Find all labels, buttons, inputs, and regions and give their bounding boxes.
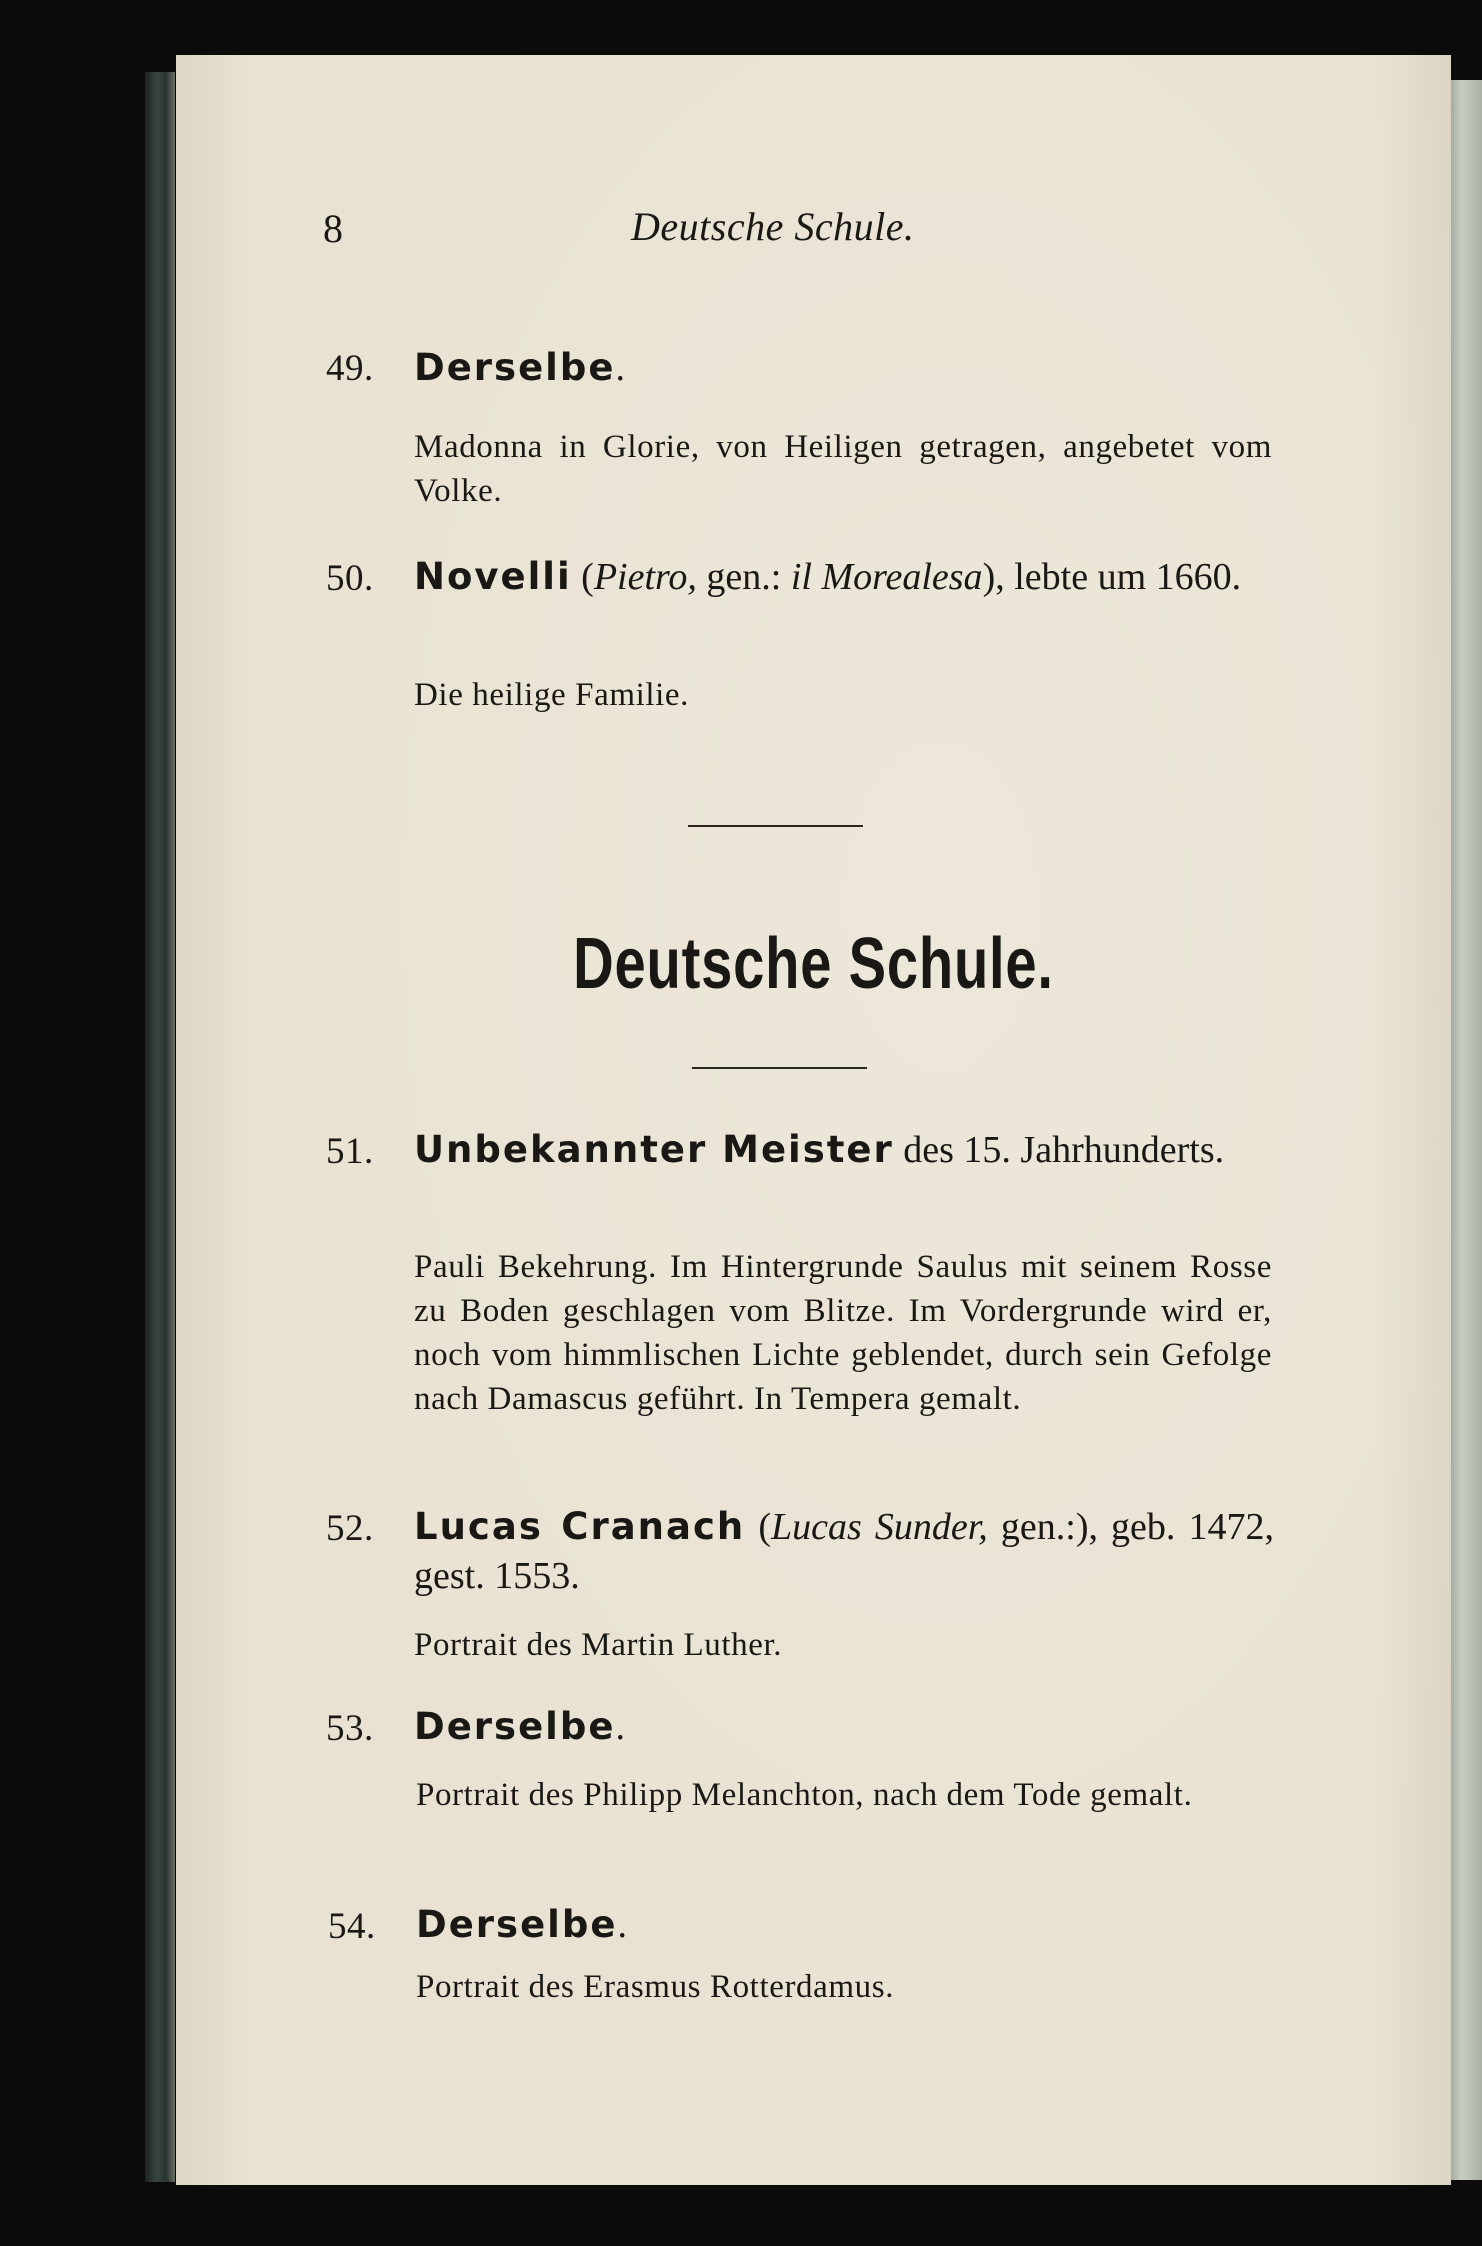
entry-heading-49: [414, 343, 1274, 393]
artist-name: Derselbe: [414, 346, 616, 389]
running-title: Deutsche Schule.: [631, 204, 915, 249]
entry-description-53: Portrait des Philipp Melanchton, nach dem Tode gemalt.: [416, 1777, 1193, 1813]
artist-name: Unbekannter Meister: [414, 1128, 894, 1171]
artist-name: Lucas Cranach: [414, 1505, 746, 1548]
heading-italic: Lucas Sunder,: [771, 1506, 988, 1548]
entry-description-49: Madonna in Glorie, von Heiligen getragen, angebetet vom Volke.: [414, 429, 1272, 509]
entry-heading-52: [414, 1502, 1274, 1601]
entry-number-53: 53.: [326, 1708, 374, 1749]
entry-heading-53: [414, 1702, 1274, 1752]
entry-heading-51: [414, 1125, 1274, 1175]
entry-description-54: Portrait des Erasmus Rotterdamus.: [416, 1969, 895, 2005]
section-title: Deutsche Schule.: [573, 924, 1054, 1004]
heading-italic: il Morealesa: [790, 556, 983, 598]
heading-suffix: .: [615, 1706, 625, 1748]
section-rule-bottom: [692, 1067, 867, 1069]
entry-description-50: Die heilige Familie.: [414, 677, 690, 713]
artist-name: Derselbe: [416, 1903, 618, 1946]
heading-text: (: [571, 556, 594, 598]
heading-text: ), lebte um 1660.: [982, 556, 1242, 598]
heading-italic: Pietro,: [593, 556, 697, 598]
entry-number-49: 49.: [326, 348, 374, 389]
entry-heading-50: [414, 552, 1274, 602]
book-page: [176, 55, 1451, 2185]
heading-text: gen.:), geb. 1472, gest. 1553.: [414, 1506, 1274, 1597]
entry-description-51: Pauli Bekehrung. Im Hintergrunde Saulus mit seinem Rosse zu Boden geschlagen vom Blitze. Im Vordergrunde wird er, noch vom himmlischen Lichte geblendet, durch sein Gefolge nach Damascus geführt. In Tempera gemalt.: [414, 1249, 1272, 1417]
heading-text: gen.:: [696, 556, 791, 598]
entry-description-52: Portrait des Martin Luther.: [414, 1627, 783, 1663]
entry-number-50: 50.: [326, 558, 374, 599]
entry-number-51: 51.: [326, 1131, 374, 1172]
heading-suffix: des 15. Jahrhunderts.: [893, 1129, 1225, 1171]
entry-number-54: 54.: [328, 1906, 376, 1947]
heading-suffix: .: [617, 1904, 627, 1946]
entry-heading-54: [416, 1900, 1276, 1950]
section-rule-top: [688, 825, 863, 827]
page-stack-edge: [1448, 80, 1482, 2180]
page-number: 8: [323, 206, 343, 251]
artist-name: Derselbe: [414, 1705, 616, 1748]
heading-suffix: .: [615, 347, 625, 389]
entry-number-52: 52.: [326, 1508, 374, 1549]
book-spine-edge: [145, 72, 175, 2182]
heading-text: (: [745, 1506, 771, 1548]
artist-name: Novelli: [414, 555, 572, 598]
